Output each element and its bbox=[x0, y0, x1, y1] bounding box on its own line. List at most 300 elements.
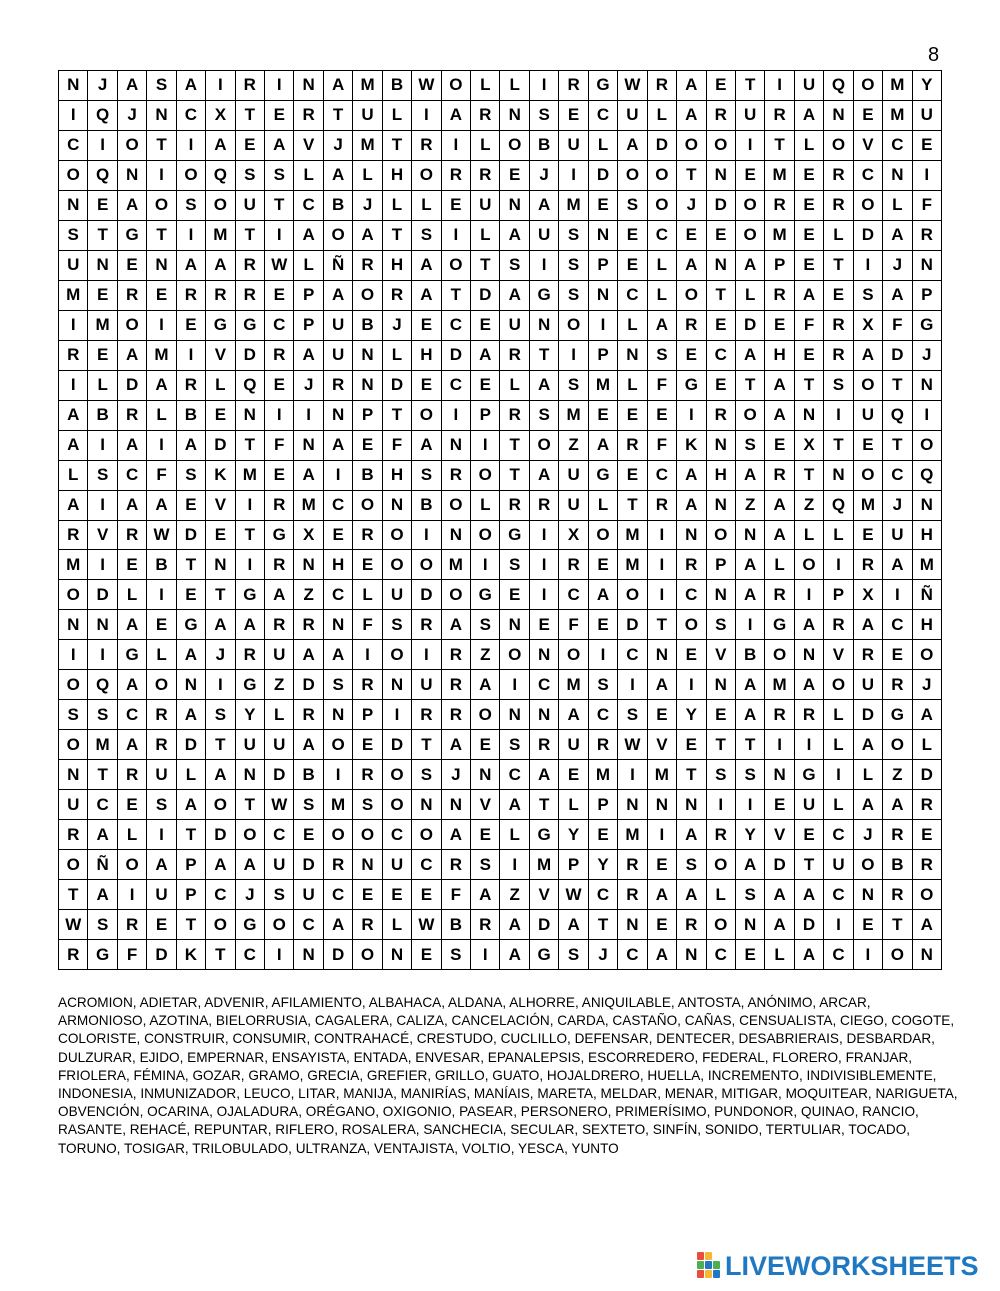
grid-cell[interactable]: P bbox=[294, 281, 323, 311]
grid-cell[interactable]: T bbox=[883, 371, 912, 401]
grid-cell[interactable]: A bbox=[648, 670, 677, 700]
grid-cell[interactable]: N bbox=[824, 101, 853, 131]
grid-cell[interactable]: O bbox=[412, 161, 441, 191]
grid-cell[interactable]: R bbox=[412, 131, 441, 161]
grid-cell[interactable]: T bbox=[707, 281, 736, 311]
grid-cell[interactable]: A bbox=[206, 251, 235, 281]
grid-cell[interactable]: S bbox=[530, 401, 559, 431]
grid-cell[interactable]: S bbox=[471, 850, 500, 880]
grid-cell[interactable]: E bbox=[765, 431, 794, 461]
grid-cell[interactable]: S bbox=[589, 670, 618, 700]
grid-cell[interactable]: C bbox=[707, 341, 736, 371]
grid-cell[interactable]: E bbox=[648, 910, 677, 940]
grid-cell[interactable]: I bbox=[206, 71, 235, 101]
grid-cell[interactable]: E bbox=[883, 640, 912, 670]
grid-cell[interactable]: E bbox=[412, 371, 441, 401]
grid-cell[interactable]: E bbox=[707, 221, 736, 251]
grid-cell[interactable]: A bbox=[206, 760, 235, 790]
grid-cell[interactable]: J bbox=[677, 191, 706, 221]
grid-cell[interactable]: G bbox=[236, 670, 265, 700]
grid-cell[interactable]: I bbox=[530, 580, 559, 610]
grid-cell[interactable]: A bbox=[177, 640, 206, 670]
grid-cell[interactable]: D bbox=[206, 431, 235, 461]
grid-cell[interactable]: R bbox=[265, 550, 294, 580]
grid-cell[interactable]: J bbox=[353, 191, 382, 221]
grid-cell[interactable]: I bbox=[530, 251, 559, 281]
grid-cell[interactable]: A bbox=[854, 610, 883, 640]
grid-cell[interactable]: F bbox=[648, 431, 677, 461]
grid-cell[interactable]: N bbox=[177, 670, 206, 700]
grid-cell[interactable]: T bbox=[824, 431, 853, 461]
grid-cell[interactable]: O bbox=[854, 850, 883, 880]
grid-cell[interactable]: L bbox=[500, 71, 529, 101]
grid-cell[interactable]: C bbox=[442, 371, 471, 401]
grid-cell[interactable]: N bbox=[353, 850, 382, 880]
grid-cell[interactable]: E bbox=[412, 311, 441, 341]
grid-cell[interactable]: H bbox=[383, 461, 412, 491]
grid-cell[interactable]: R bbox=[677, 910, 706, 940]
grid-cell[interactable]: R bbox=[559, 550, 588, 580]
grid-cell[interactable]: M bbox=[854, 491, 883, 521]
grid-cell[interactable]: A bbox=[736, 580, 765, 610]
grid-cell[interactable]: N bbox=[59, 71, 88, 101]
grid-cell[interactable]: T bbox=[530, 790, 559, 820]
grid-cell[interactable]: H bbox=[383, 251, 412, 281]
grid-cell[interactable]: R bbox=[294, 700, 323, 730]
grid-cell[interactable]: I bbox=[500, 850, 529, 880]
grid-cell[interactable]: E bbox=[471, 371, 500, 401]
grid-cell[interactable]: A bbox=[736, 670, 765, 700]
grid-cell[interactable]: E bbox=[707, 700, 736, 730]
grid-cell[interactable]: J bbox=[236, 880, 265, 910]
grid-cell[interactable]: G bbox=[883, 700, 912, 730]
grid-cell[interactable]: M bbox=[88, 730, 117, 760]
grid-cell[interactable]: I bbox=[677, 401, 706, 431]
grid-cell[interactable]: S bbox=[412, 221, 441, 251]
grid-cell[interactable]: T bbox=[795, 461, 824, 491]
grid-cell[interactable]: E bbox=[500, 161, 529, 191]
grid-cell[interactable]: L bbox=[500, 371, 529, 401]
grid-cell[interactable]: N bbox=[530, 700, 559, 730]
grid-cell[interactable]: G bbox=[795, 760, 824, 790]
grid-cell[interactable]: N bbox=[913, 371, 942, 401]
grid-cell[interactable]: W bbox=[147, 521, 176, 551]
grid-cell[interactable]: O bbox=[618, 161, 647, 191]
grid-cell[interactable]: L bbox=[500, 820, 529, 850]
grid-cell[interactable]: R bbox=[412, 610, 441, 640]
grid-cell[interactable]: T bbox=[383, 401, 412, 431]
grid-cell[interactable]: S bbox=[353, 790, 382, 820]
grid-cell[interactable]: C bbox=[265, 311, 294, 341]
grid-cell[interactable]: N bbox=[707, 670, 736, 700]
grid-cell[interactable]: E bbox=[618, 401, 647, 431]
grid-cell[interactable]: J bbox=[383, 311, 412, 341]
grid-cell[interactable]: U bbox=[383, 580, 412, 610]
grid-cell[interactable]: B bbox=[383, 71, 412, 101]
grid-cell[interactable]: O bbox=[442, 580, 471, 610]
grid-cell[interactable]: O bbox=[648, 191, 677, 221]
grid-cell[interactable]: A bbox=[648, 311, 677, 341]
grid-cell[interactable]: A bbox=[177, 790, 206, 820]
grid-cell[interactable]: U bbox=[795, 790, 824, 820]
grid-cell[interactable]: A bbox=[412, 251, 441, 281]
grid-cell[interactable]: E bbox=[677, 341, 706, 371]
grid-cell[interactable]: I bbox=[648, 521, 677, 551]
grid-cell[interactable]: E bbox=[589, 550, 618, 580]
grid-cell[interactable]: Z bbox=[294, 580, 323, 610]
grid-cell[interactable]: N bbox=[118, 161, 147, 191]
grid-cell[interactable]: L bbox=[383, 191, 412, 221]
grid-cell[interactable]: A bbox=[236, 850, 265, 880]
grid-cell[interactable]: V bbox=[707, 640, 736, 670]
grid-cell[interactable]: S bbox=[824, 371, 853, 401]
grid-cell[interactable]: A bbox=[795, 610, 824, 640]
grid-cell[interactable]: A bbox=[442, 820, 471, 850]
grid-cell[interactable]: N bbox=[677, 940, 706, 970]
grid-cell[interactable]: I bbox=[618, 760, 647, 790]
grid-cell[interactable]: E bbox=[795, 341, 824, 371]
grid-cell[interactable]: I bbox=[118, 880, 147, 910]
grid-cell[interactable]: W bbox=[618, 71, 647, 101]
grid-cell[interactable]: M bbox=[59, 281, 88, 311]
grid-cell[interactable]: A bbox=[206, 131, 235, 161]
grid-cell[interactable]: N bbox=[206, 550, 235, 580]
grid-cell[interactable]: A bbox=[559, 910, 588, 940]
grid-cell[interactable]: P bbox=[913, 281, 942, 311]
grid-cell[interactable]: A bbox=[294, 640, 323, 670]
grid-cell[interactable]: E bbox=[530, 610, 559, 640]
grid-cell[interactable]: R bbox=[707, 401, 736, 431]
grid-cell[interactable]: E bbox=[412, 940, 441, 970]
grid-cell[interactable]: U bbox=[265, 730, 294, 760]
grid-cell[interactable]: A bbox=[589, 580, 618, 610]
grid-cell[interactable]: A bbox=[883, 221, 912, 251]
grid-cell[interactable]: E bbox=[765, 790, 794, 820]
grid-cell[interactable]: C bbox=[324, 580, 353, 610]
grid-cell[interactable]: C bbox=[824, 820, 853, 850]
grid-cell[interactable]: E bbox=[795, 161, 824, 191]
grid-cell[interactable]: R bbox=[913, 221, 942, 251]
grid-cell[interactable]: O bbox=[736, 221, 765, 251]
grid-cell[interactable]: O bbox=[559, 640, 588, 670]
grid-cell[interactable]: N bbox=[913, 251, 942, 281]
grid-cell[interactable]: S bbox=[559, 371, 588, 401]
grid-cell[interactable]: E bbox=[265, 101, 294, 131]
grid-cell[interactable]: A bbox=[883, 790, 912, 820]
grid-cell[interactable]: C bbox=[618, 940, 647, 970]
grid-cell[interactable]: M bbox=[530, 850, 559, 880]
grid-cell[interactable]: L bbox=[206, 371, 235, 401]
grid-cell[interactable]: N bbox=[59, 610, 88, 640]
grid-cell[interactable]: N bbox=[500, 191, 529, 221]
grid-cell[interactable]: S bbox=[236, 161, 265, 191]
grid-cell[interactable]: I bbox=[442, 221, 471, 251]
grid-cell[interactable]: X bbox=[294, 521, 323, 551]
grid-cell[interactable]: S bbox=[265, 161, 294, 191]
grid-cell[interactable]: S bbox=[559, 940, 588, 970]
grid-cell[interactable]: R bbox=[147, 730, 176, 760]
grid-cell[interactable]: R bbox=[59, 341, 88, 371]
grid-cell[interactable]: R bbox=[471, 161, 500, 191]
grid-cell[interactable]: A bbox=[765, 371, 794, 401]
grid-cell[interactable]: L bbox=[383, 101, 412, 131]
grid-cell[interactable]: N bbox=[59, 191, 88, 221]
grid-cell[interactable]: T bbox=[500, 461, 529, 491]
grid-cell[interactable]: D bbox=[118, 371, 147, 401]
grid-cell[interactable]: L bbox=[383, 910, 412, 940]
grid-cell[interactable]: Z bbox=[500, 880, 529, 910]
grid-cell[interactable]: L bbox=[589, 491, 618, 521]
grid-cell[interactable]: S bbox=[383, 610, 412, 640]
grid-cell[interactable]: O bbox=[471, 521, 500, 551]
grid-cell[interactable]: A bbox=[677, 71, 706, 101]
grid-cell[interactable]: L bbox=[824, 700, 853, 730]
grid-cell[interactable]: R bbox=[383, 281, 412, 311]
grid-cell[interactable]: A bbox=[147, 491, 176, 521]
grid-cell[interactable]: T bbox=[383, 131, 412, 161]
grid-cell[interactable]: E bbox=[559, 101, 588, 131]
grid-cell[interactable]: R bbox=[442, 161, 471, 191]
grid-cell[interactable]: J bbox=[442, 760, 471, 790]
grid-cell[interactable]: U bbox=[471, 191, 500, 221]
grid-cell[interactable]: E bbox=[236, 131, 265, 161]
grid-cell[interactable]: Q bbox=[88, 161, 117, 191]
grid-cell[interactable]: O bbox=[618, 580, 647, 610]
grid-cell[interactable]: F bbox=[383, 431, 412, 461]
grid-cell[interactable]: R bbox=[648, 71, 677, 101]
grid-cell[interactable]: G bbox=[589, 461, 618, 491]
grid-cell[interactable]: S bbox=[324, 670, 353, 700]
grid-cell[interactable]: D bbox=[236, 341, 265, 371]
grid-cell[interactable]: E bbox=[854, 101, 883, 131]
grid-cell[interactable]: U bbox=[265, 640, 294, 670]
grid-cell[interactable]: O bbox=[500, 131, 529, 161]
grid-cell[interactable]: A bbox=[795, 101, 824, 131]
grid-cell[interactable]: S bbox=[88, 461, 117, 491]
grid-cell[interactable]: S bbox=[294, 790, 323, 820]
grid-cell[interactable]: O bbox=[353, 281, 382, 311]
grid-cell[interactable]: R bbox=[854, 550, 883, 580]
grid-cell[interactable]: U bbox=[559, 730, 588, 760]
grid-cell[interactable]: O bbox=[59, 850, 88, 880]
grid-cell[interactable]: S bbox=[206, 700, 235, 730]
grid-cell[interactable]: C bbox=[294, 191, 323, 221]
grid-cell[interactable]: N bbox=[383, 670, 412, 700]
grid-cell[interactable]: R bbox=[824, 610, 853, 640]
grid-cell[interactable]: U bbox=[500, 311, 529, 341]
grid-cell[interactable]: L bbox=[147, 401, 176, 431]
grid-cell[interactable]: N bbox=[353, 341, 382, 371]
grid-cell[interactable]: E bbox=[589, 610, 618, 640]
grid-cell[interactable]: I bbox=[824, 910, 853, 940]
grid-cell[interactable]: I bbox=[765, 730, 794, 760]
grid-cell[interactable]: E bbox=[88, 281, 117, 311]
grid-cell[interactable]: A bbox=[118, 730, 147, 760]
grid-cell[interactable]: O bbox=[324, 730, 353, 760]
grid-cell[interactable]: R bbox=[824, 161, 853, 191]
grid-cell[interactable]: O bbox=[59, 161, 88, 191]
grid-cell[interactable]: S bbox=[88, 700, 117, 730]
grid-cell[interactable]: N bbox=[589, 281, 618, 311]
grid-cell[interactable]: I bbox=[648, 580, 677, 610]
grid-cell[interactable]: A bbox=[118, 431, 147, 461]
grid-cell[interactable]: A bbox=[736, 461, 765, 491]
grid-cell[interactable]: G bbox=[589, 71, 618, 101]
grid-cell[interactable]: L bbox=[795, 131, 824, 161]
grid-cell[interactable]: T bbox=[677, 760, 706, 790]
grid-cell[interactable]: E bbox=[471, 311, 500, 341]
grid-cell[interactable]: I bbox=[147, 580, 176, 610]
grid-cell[interactable]: C bbox=[59, 131, 88, 161]
grid-cell[interactable]: F bbox=[442, 880, 471, 910]
grid-cell[interactable]: D bbox=[88, 580, 117, 610]
grid-cell[interactable]: S bbox=[88, 910, 117, 940]
grid-cell[interactable]: A bbox=[736, 850, 765, 880]
grid-cell[interactable]: I bbox=[795, 580, 824, 610]
grid-cell[interactable]: Z bbox=[471, 640, 500, 670]
grid-cell[interactable]: R bbox=[265, 341, 294, 371]
grid-cell[interactable]: C bbox=[707, 940, 736, 970]
grid-cell[interactable]: G bbox=[236, 910, 265, 940]
grid-cell[interactable]: Y bbox=[236, 700, 265, 730]
grid-cell[interactable]: J bbox=[88, 71, 117, 101]
grid-cell[interactable]: N bbox=[648, 790, 677, 820]
grid-cell[interactable]: Y bbox=[736, 820, 765, 850]
grid-cell[interactable]: M bbox=[324, 790, 353, 820]
grid-cell[interactable]: P bbox=[707, 550, 736, 580]
grid-cell[interactable]: T bbox=[736, 730, 765, 760]
grid-cell[interactable]: T bbox=[236, 101, 265, 131]
grid-cell[interactable]: R bbox=[353, 521, 382, 551]
grid-cell[interactable]: T bbox=[265, 191, 294, 221]
grid-cell[interactable]: L bbox=[118, 580, 147, 610]
grid-cell[interactable]: C bbox=[559, 580, 588, 610]
grid-cell[interactable]: Q bbox=[913, 461, 942, 491]
grid-cell[interactable]: M bbox=[559, 191, 588, 221]
grid-cell[interactable]: F bbox=[353, 610, 382, 640]
grid-cell[interactable]: A bbox=[118, 341, 147, 371]
grid-cell[interactable]: A bbox=[765, 491, 794, 521]
grid-cell[interactable]: A bbox=[530, 760, 559, 790]
grid-cell[interactable]: D bbox=[412, 580, 441, 610]
grid-cell[interactable]: T bbox=[883, 910, 912, 940]
grid-cell[interactable]: G bbox=[177, 610, 206, 640]
grid-cell[interactable]: A bbox=[118, 491, 147, 521]
grid-cell[interactable]: E bbox=[147, 910, 176, 940]
grid-cell[interactable]: R bbox=[118, 760, 147, 790]
grid-cell[interactable]: T bbox=[236, 431, 265, 461]
grid-cell[interactable]: D bbox=[736, 311, 765, 341]
grid-cell[interactable]: N bbox=[147, 251, 176, 281]
grid-cell[interactable]: E bbox=[147, 610, 176, 640]
grid-cell[interactable]: E bbox=[707, 71, 736, 101]
grid-cell[interactable]: S bbox=[854, 281, 883, 311]
grid-cell[interactable]: N bbox=[765, 760, 794, 790]
grid-cell[interactable]: N bbox=[707, 251, 736, 281]
grid-cell[interactable]: R bbox=[824, 341, 853, 371]
grid-cell[interactable]: O bbox=[353, 491, 382, 521]
grid-cell[interactable]: S bbox=[500, 730, 529, 760]
grid-cell[interactable]: P bbox=[589, 341, 618, 371]
grid-cell[interactable]: A bbox=[913, 910, 942, 940]
grid-cell[interactable]: R bbox=[177, 281, 206, 311]
grid-cell[interactable]: A bbox=[677, 491, 706, 521]
grid-cell[interactable]: A bbox=[736, 251, 765, 281]
grid-cell[interactable]: E bbox=[618, 221, 647, 251]
grid-cell[interactable]: O bbox=[383, 550, 412, 580]
grid-cell[interactable]: P bbox=[589, 251, 618, 281]
grid-cell[interactable]: T bbox=[206, 940, 235, 970]
grid-cell[interactable]: I bbox=[265, 221, 294, 251]
grid-cell[interactable]: G bbox=[530, 820, 559, 850]
grid-cell[interactable]: O bbox=[412, 820, 441, 850]
grid-cell[interactable]: O bbox=[59, 580, 88, 610]
grid-cell[interactable]: R bbox=[677, 311, 706, 341]
grid-cell[interactable]: A bbox=[854, 790, 883, 820]
grid-cell[interactable]: R bbox=[530, 730, 559, 760]
grid-cell[interactable]: A bbox=[500, 221, 529, 251]
grid-cell[interactable]: I bbox=[147, 311, 176, 341]
grid-cell[interactable]: K bbox=[177, 940, 206, 970]
grid-cell[interactable]: T bbox=[177, 910, 206, 940]
grid-cell[interactable]: E bbox=[824, 281, 853, 311]
grid-cell[interactable]: R bbox=[824, 191, 853, 221]
grid-cell[interactable]: S bbox=[736, 431, 765, 461]
grid-cell[interactable]: H bbox=[383, 161, 412, 191]
grid-cell[interactable]: I bbox=[265, 940, 294, 970]
grid-cell[interactable]: B bbox=[353, 311, 382, 341]
grid-cell[interactable]: P bbox=[177, 880, 206, 910]
grid-cell[interactable]: A bbox=[589, 431, 618, 461]
grid-cell[interactable]: I bbox=[736, 131, 765, 161]
grid-cell[interactable]: R bbox=[500, 401, 529, 431]
grid-cell[interactable]: G bbox=[265, 521, 294, 551]
grid-cell[interactable]: R bbox=[265, 610, 294, 640]
grid-cell[interactable]: W bbox=[618, 730, 647, 760]
grid-cell[interactable]: A bbox=[795, 670, 824, 700]
grid-cell[interactable]: U bbox=[559, 461, 588, 491]
grid-cell[interactable]: R bbox=[471, 101, 500, 131]
grid-cell[interactable]: P bbox=[353, 700, 382, 730]
grid-cell[interactable]: O bbox=[471, 700, 500, 730]
grid-cell[interactable]: U bbox=[854, 401, 883, 431]
grid-cell[interactable]: S bbox=[471, 610, 500, 640]
grid-cell[interactable]: U bbox=[324, 341, 353, 371]
grid-cell[interactable]: A bbox=[324, 640, 353, 670]
grid-cell[interactable]: D bbox=[530, 910, 559, 940]
grid-cell[interactable]: G bbox=[118, 640, 147, 670]
grid-cell[interactable]: U bbox=[147, 760, 176, 790]
grid-cell[interactable]: T bbox=[324, 101, 353, 131]
grid-cell[interactable]: T bbox=[824, 251, 853, 281]
grid-cell[interactable]: A bbox=[618, 131, 647, 161]
grid-cell[interactable]: D bbox=[147, 940, 176, 970]
grid-cell[interactable]: E bbox=[707, 311, 736, 341]
grid-cell[interactable]: I bbox=[883, 580, 912, 610]
grid-cell[interactable]: A bbox=[471, 880, 500, 910]
grid-cell[interactable]: A bbox=[294, 730, 323, 760]
grid-cell[interactable]: C bbox=[383, 820, 412, 850]
grid-cell[interactable]: N bbox=[854, 880, 883, 910]
grid-cell[interactable]: T bbox=[383, 221, 412, 251]
grid-cell[interactable]: O bbox=[353, 940, 382, 970]
grid-cell[interactable]: J bbox=[589, 940, 618, 970]
grid-cell[interactable]: N bbox=[59, 760, 88, 790]
grid-cell[interactable]: T bbox=[412, 730, 441, 760]
grid-cell[interactable]: V bbox=[206, 491, 235, 521]
grid-cell[interactable]: I bbox=[736, 610, 765, 640]
grid-cell[interactable]: E bbox=[353, 431, 382, 461]
